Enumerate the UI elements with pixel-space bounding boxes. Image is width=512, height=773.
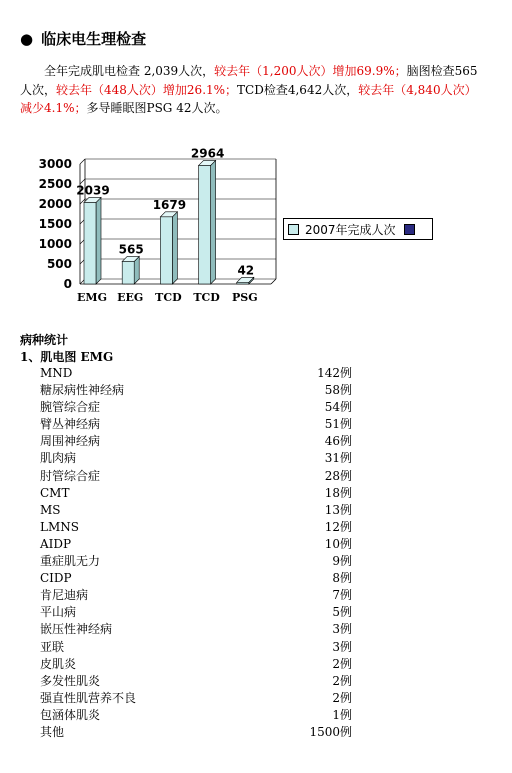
list-item [40,502,360,519]
x-tick-label: TCD [193,291,220,304]
disease-name: CMT [40,485,70,500]
data-label: 1679 [152,197,187,212]
y-tick-label: 2500 [38,177,72,191]
disease-name: 肯尼迪病 [40,588,89,603]
list-item [40,399,360,416]
summary-emg: 全年完成肌电检查 2,039人次， [44,64,215,78]
disease-count: 8例 [332,571,352,586]
disease-name: 肌肉病 [40,451,77,466]
bar-side [211,160,216,284]
disease-name: 腕管综合症 [40,400,101,415]
list-item [40,553,360,570]
disease-name: 包涵体肌炎 [40,707,101,722]
list-item [40,656,360,673]
list-item [40,673,360,690]
data-label: 2039 [76,183,110,198]
disease-count: 51例 [324,417,352,432]
summary-paragraph [20,62,480,118]
legend-swatch-secondary [404,224,415,235]
disease-name: AIDP [40,536,72,551]
data-label: 42 [237,263,255,278]
bar [237,282,249,284]
list-item [40,450,360,467]
bar [199,165,211,284]
legend-swatch [288,224,299,235]
list-item [40,639,360,656]
x-tick-label: EMG [77,291,107,304]
summary-emg-change: 较去年（1,200人次）增加69.9%； [214,64,407,78]
disease-name: 周围神经病 [40,434,101,449]
disease-name: 强直性肌营养不良 [40,690,137,705]
list-item [40,416,360,433]
disease-name: LMNS [40,519,79,534]
list-item [40,604,360,621]
list-item [40,365,360,382]
disease-count: 54例 [324,400,352,415]
disease-count: 58例 [324,383,352,398]
data-label: 565 [118,242,144,257]
summary-eeg-change: 较去年（448人次）增加26.1%； [56,82,238,97]
list-item [40,587,360,604]
list-item [40,570,360,587]
disease-count: 7例 [332,588,352,603]
disease-count: 9例 [332,554,352,569]
disease-count: 2例 [332,690,352,705]
bar [122,261,134,284]
y-tick-label: 0 [63,277,72,291]
list-item [40,536,360,553]
disease-count: 12例 [324,519,352,534]
disease-count: 3例 [332,622,352,637]
legend-label: 2007年完成人次 [305,222,396,237]
disease-name: MND [40,366,73,380]
bar [160,217,172,284]
bullet-icon: ● [20,30,34,48]
y-tick-label: 1000 [38,237,72,251]
list-item [40,690,360,707]
y-tick-label: 500 [46,257,72,271]
y-tick-label: 2000 [38,197,72,211]
disease-name: 亚联 [40,639,65,654]
gridline [80,159,85,164]
disease-count: 28例 [324,468,352,483]
list-item [40,724,360,741]
bar [84,202,96,284]
disease-count: 2例 [332,656,352,671]
disease-name: 皮肌炎 [40,656,77,671]
disease-name: CIDP [40,571,72,586]
disease-list [40,365,360,741]
disease-name: 多发性肌炎 [40,673,101,688]
list-item [40,382,360,399]
list-item [40,468,360,485]
y-tick-label: 1500 [38,217,72,231]
disease-name: 糖尿病性神经病 [40,383,125,398]
disease-name: MS [40,502,61,517]
summary-tcd-change: 较去年（4,840人次）减少4.1%； [20,82,477,115]
disease-count: 1500例 [309,724,352,739]
y-tick-label: 3000 [38,157,72,171]
bar-side [96,197,101,284]
disease-count: 31例 [324,451,352,466]
list-item [40,433,360,450]
x-tick-label: TCD [155,291,182,304]
disease-count: 5例 [332,605,352,620]
summary-tcd: TCD检查4,642人次， [237,82,359,97]
disease-count: 2例 [332,673,352,688]
section-title: 临床电生理检查 [41,30,147,48]
bar-chart [0,148,512,318]
chart-legend [283,218,433,240]
list-item [40,707,360,724]
data-label: 2964 [190,148,225,161]
bar-side [172,212,177,284]
disease-name: 嵌压性神经病 [40,622,113,637]
list-item [40,519,360,536]
stats-subtitle: 1、肌电图 EMG [20,350,114,364]
disease-count: 10例 [324,536,352,551]
x-tick-label: EEG [117,291,144,304]
disease-name: 其他 [40,724,65,739]
disease-count: 46例 [324,434,352,449]
section-heading [20,28,146,49]
disease-count: 1例 [332,707,352,722]
disease-name: 臂丛神经病 [40,417,101,432]
disease-count: 3例 [332,639,352,654]
stats-title: 病种统计 [20,333,69,347]
list-item [40,485,360,502]
disease-count: 13例 [324,502,352,517]
list-item [40,621,360,638]
disease-name: 重症肌无力 [40,554,101,569]
summary-psg: 多导睡眠图PSG 42人次。 [86,101,228,115]
x-tick-label: PSG [231,291,258,304]
disease-count: 142例 [317,366,352,380]
disease-name: 平山病 [40,605,77,620]
disease-name: 肘管综合症 [40,468,101,483]
summary-eeg: 脑图检查565人次， [20,64,478,97]
disease-count: 18例 [324,485,352,500]
